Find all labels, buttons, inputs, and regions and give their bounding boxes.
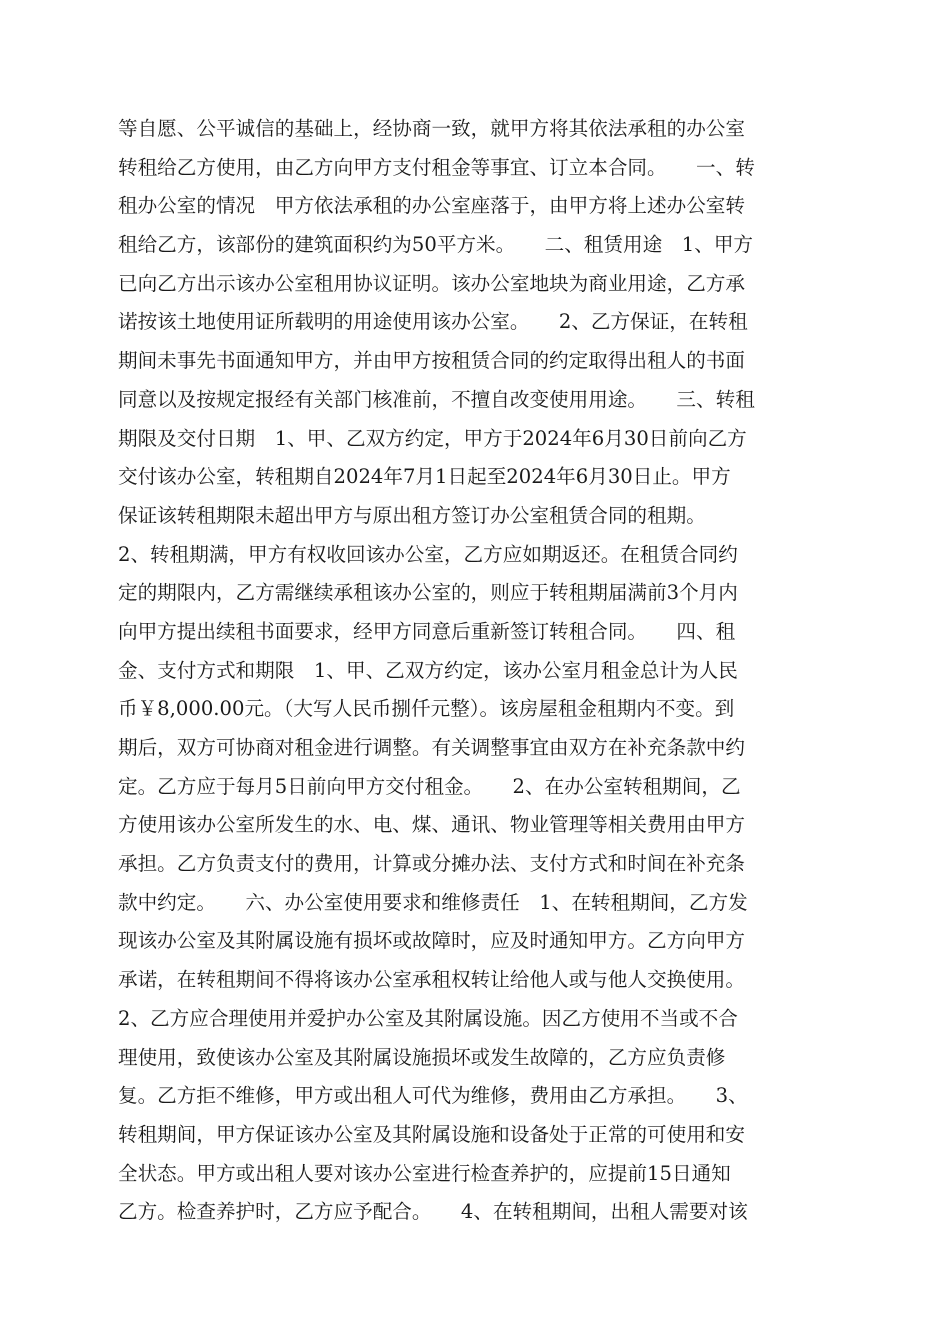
- text-line: 保证该转租期限未超出甲方与原出租方签订办公室租赁合同的租期。: [118, 503, 706, 527]
- text-line: 承担。乙方负责支付的费用，计算或分摊办法、支付方式和时间在补充条: [118, 852, 745, 876]
- text-line: 全状态。甲方或出租人要对该办公室进行检查养护的，应提前15日通知: [118, 1161, 731, 1185]
- text-line: 币￥8,000.00元。（大写人民币捌仟元整）。该房屋租金租期内不变。到: [118, 697, 735, 721]
- text-line: 已向乙方出示该办公室租用协议证明。该办公室地块为商业用途，乙方承: [118, 271, 745, 295]
- text-line: 诺按该土地使用证所载明的用途使用该办公室。 2、乙方保证，在转租: [118, 310, 748, 334]
- text-line: 乙方。检查养护时，乙方应予配合。 4、在转租期间，出租人需要对该: [118, 1200, 748, 1224]
- text-line: 转租给乙方使用，由乙方向甲方支付租金等事宜、订立本合同。 一、转: [118, 155, 755, 179]
- text-line: 款中约定。 六、办公室使用要求和维修责任 1、在转租期间，乙方发: [118, 890, 748, 914]
- text-line: 承诺，在转租期间不得将该办公室承租权转让给他人或与他人交换使用。: [118, 968, 745, 992]
- text-line: 2、转租期满，甲方有权收回该办公室，乙方应如期返还。在租赁合同约: [118, 542, 738, 566]
- text-line: 复。乙方拒不维修，甲方或出租人可代为维修，费用由乙方承担。 3、: [118, 1084, 748, 1108]
- text-line: 金、支付方式和期限 1、甲、乙双方约定，该办公室月租金总计为人民: [118, 658, 738, 682]
- text-line: 转租期间，甲方保证该办公室及其附属设施和设备处于正常的可使用和安: [118, 1122, 745, 1146]
- text-line: 2、乙方应合理使用并爱护办公室及其附属设施。因乙方使用不当或不合: [118, 1006, 738, 1030]
- text-line: 等自愿、公平诚信的基础上，经协商一致，就甲方将其依法承租的办公室: [118, 117, 745, 140]
- contract-body-text: [118, 110, 838, 1232]
- text-line: 方使用该办公室所发生的水、电、煤、通讯、物业管理等相关费用由甲方: [118, 813, 745, 837]
- text-line: 定的期限内，乙方需继续承租该办公室的，则应于转租期届满前3个月内: [118, 581, 738, 605]
- text-line: 现该办公室及其附属设施有损坏或故障时，应及时通知甲方。乙方向甲方: [118, 929, 745, 953]
- text-line: 理使用，致使该办公室及其附属设施损坏或发生故障的，乙方应负责修: [118, 1045, 726, 1069]
- text-line: 租办公室的情况 甲方依法承租的办公室座落于，由甲方将上述办公室转: [118, 194, 745, 218]
- text-line: 定。乙方应于每月5日前向甲方交付租金。 2、在办公室转租期间，乙: [118, 774, 741, 798]
- text-line: 期间未事先书面通知甲方，并由甲方按租赁合同的约定取得出租人的书面: [118, 349, 745, 373]
- text-line: 同意以及按规定报经有关部门核准前，不擅自改变使用用途。 三、转租: [118, 387, 755, 411]
- text-line: 期后，双方可协商对租金进行调整。有关调整事宜由双方在补充条款中约: [118, 736, 745, 759]
- text-line: 交付该办公室，转租期自2024年7月1日起至2024年6月30日止。甲方: [118, 465, 731, 489]
- text-line: 向甲方提出续租书面要求，经甲方同意后重新签订转租合同。 四、租: [118, 619, 736, 643]
- text-line: 租给乙方，该部份的建筑面积约为50平方米。 二、租赁用途 1、甲方: [118, 233, 754, 257]
- text-line: 期限及交付日期 1、甲、乙双方约定，甲方于2024年6月30日前向乙方: [118, 426, 747, 450]
